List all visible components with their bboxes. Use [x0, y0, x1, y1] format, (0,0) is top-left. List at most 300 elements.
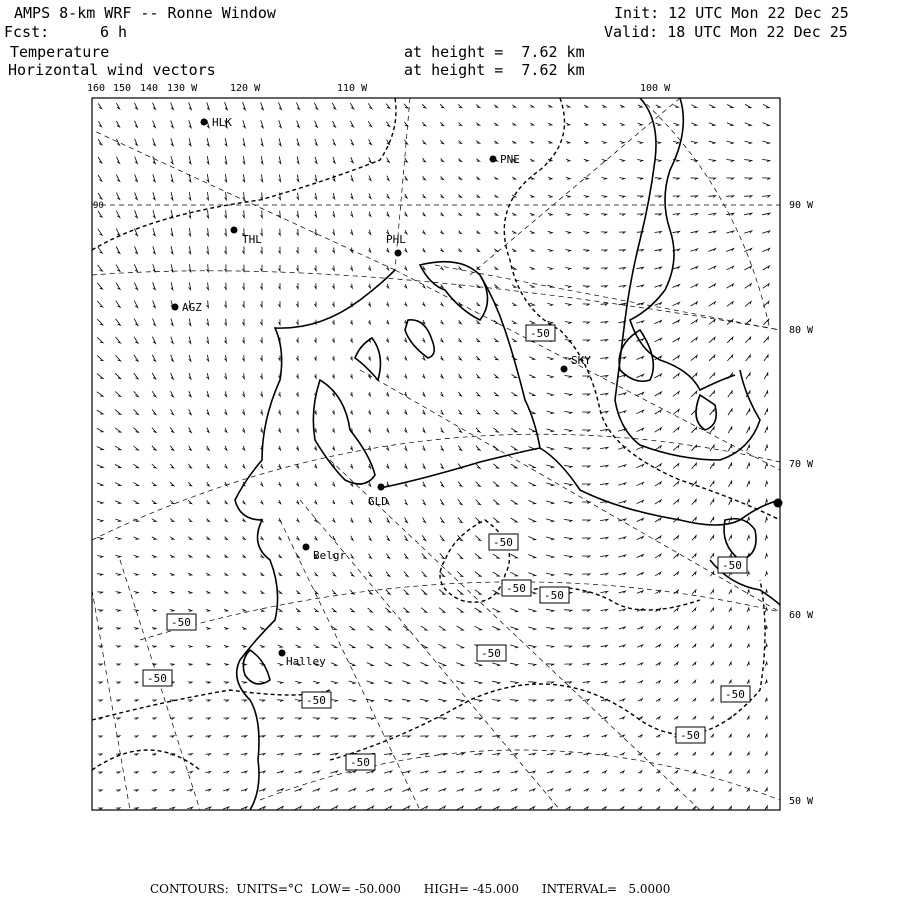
wind-arrow	[384, 789, 391, 792]
wind-arrow	[601, 699, 607, 701]
wind-arrow	[351, 536, 354, 540]
wind-arrow	[620, 141, 625, 143]
wind-arrow	[243, 537, 246, 540]
wind-arrow	[745, 302, 751, 307]
wind-arrow	[350, 464, 352, 468]
wind-arrow	[152, 446, 156, 450]
contour-ne	[504, 98, 780, 520]
wind-arrow	[314, 356, 316, 360]
wind-arrow	[386, 608, 391, 612]
wind-arrow	[457, 789, 464, 792]
wind-arrow	[420, 681, 427, 684]
grid-line-60w	[140, 582, 780, 640]
wind-arrow	[602, 178, 607, 180]
wind-arrow	[116, 790, 120, 792]
wind-arrow	[314, 103, 317, 110]
wind-arrow	[152, 646, 156, 648]
wind-arrow	[493, 771, 500, 773]
wind-arrow	[458, 499, 462, 504]
wind-arrow	[134, 464, 139, 468]
wind-arrow	[116, 283, 120, 290]
wind-arrow	[116, 808, 120, 810]
wind-arrow	[134, 319, 138, 326]
wind-arrow	[674, 626, 678, 629]
wind-arrow	[529, 500, 536, 504]
wind-arrow	[530, 195, 534, 197]
wind-arrow	[708, 178, 715, 180]
wind-arrow	[441, 176, 444, 179]
wind-arrow	[440, 517, 444, 522]
wind-arrow	[709, 123, 715, 126]
wind-arrow	[512, 374, 517, 377]
wind-arrow	[241, 789, 247, 791]
wind-arrow	[458, 428, 461, 433]
wind-arrow	[638, 699, 643, 702]
wind-arrow	[708, 266, 715, 269]
wind-arrow	[548, 123, 552, 125]
wind-arrow	[243, 392, 245, 397]
wind-arrow	[386, 338, 388, 342]
wind-arrow	[98, 790, 102, 792]
wind-arrow	[97, 447, 103, 450]
wind-arrow	[673, 196, 680, 198]
wind-arrow	[243, 120, 245, 128]
wind-arrow	[261, 428, 263, 432]
wind-arrow	[711, 608, 714, 612]
wind-arrow	[225, 537, 228, 540]
wind-arrow	[349, 681, 356, 684]
wind-arrow	[333, 121, 336, 127]
wind-arrow	[368, 121, 371, 126]
wind-arrow	[459, 338, 462, 342]
wind-arrow	[583, 717, 589, 719]
wind-arrow	[492, 700, 500, 702]
wind-arrow	[207, 519, 210, 522]
wind-arrow	[475, 518, 480, 523]
wind-arrow	[242, 446, 244, 450]
contour-label: -50	[530, 327, 550, 340]
wind-arrow	[582, 484, 590, 486]
wind-arrow	[492, 681, 500, 684]
wind-arrow	[279, 247, 281, 253]
wind-arrow	[170, 428, 173, 433]
wind-arrow	[225, 410, 227, 415]
wind-arrow	[529, 771, 535, 773]
wind-arrow	[474, 681, 482, 684]
wind-arrow	[189, 355, 191, 361]
wind-arrow	[638, 771, 642, 774]
wind-arrow	[241, 718, 246, 720]
wind-arrow	[403, 608, 408, 613]
wind-arrow	[476, 446, 480, 451]
wind-arrow	[727, 355, 732, 361]
wind-arrow	[134, 736, 138, 738]
wind-arrow	[386, 464, 388, 468]
wind-arrow	[566, 177, 570, 179]
wind-arrow	[420, 789, 427, 792]
wind-arrow	[97, 337, 103, 342]
wind-arrow	[134, 772, 138, 774]
wind-arrow	[243, 500, 246, 504]
wind-arrow	[259, 700, 264, 702]
wind-arrow	[765, 806, 768, 810]
station-dot-edge	[774, 499, 783, 508]
wind-arrow	[441, 428, 444, 433]
wind-arrow	[116, 700, 120, 702]
wind-arrow	[368, 608, 373, 612]
wind-arrow	[564, 394, 571, 396]
wind-arrow	[189, 210, 191, 218]
wind-arrow	[602, 159, 607, 161]
wind-arrow	[405, 464, 407, 469]
wind-arrow	[762, 248, 769, 251]
wind-arrow	[711, 662, 714, 666]
wind-arrow	[422, 338, 424, 342]
wind-arrow	[744, 213, 752, 215]
wind-arrow	[600, 537, 608, 539]
wind-arrow	[529, 736, 536, 738]
wind-arrow	[547, 303, 552, 305]
wind-arrow	[368, 392, 370, 396]
wind-arrow	[171, 319, 173, 326]
wind-arrow	[331, 645, 336, 648]
wind-arrow	[421, 590, 426, 595]
wind-arrow	[637, 518, 644, 521]
wind-arrow	[402, 771, 410, 773]
wind-arrow	[331, 681, 337, 684]
wind-arrow	[351, 500, 353, 504]
wind-arrow	[404, 428, 406, 432]
wind-arrow	[422, 535, 426, 540]
wind-arrow	[313, 789, 320, 792]
wind-arrow	[295, 771, 302, 773]
wind-arrow	[261, 156, 263, 164]
wind-arrow	[349, 644, 355, 647]
wind-arrow	[350, 121, 353, 127]
wind-arrow	[207, 482, 210, 486]
wind-arrow	[530, 213, 534, 215]
wind-arrow	[726, 213, 734, 215]
wind-arrow	[547, 411, 554, 414]
wind-arrow	[188, 646, 192, 648]
wind-arrow	[297, 265, 299, 271]
wind-arrow	[602, 753, 607, 755]
wind-arrow	[512, 123, 515, 125]
wind-arrow	[189, 102, 192, 109]
wind-arrow	[764, 337, 769, 343]
wind-arrow	[477, 231, 480, 234]
wind-arrow	[510, 572, 517, 576]
wind-arrow	[744, 196, 752, 198]
wind-arrow	[279, 156, 281, 163]
wind-arrow	[620, 753, 624, 756]
wind-arrow	[656, 735, 660, 738]
station-label-thl: THL	[242, 233, 262, 246]
wind-arrow	[386, 266, 388, 270]
wind-arrow	[404, 356, 406, 360]
coast-ice-rise	[480, 275, 540, 448]
wind-arrow	[332, 482, 334, 486]
wind-arrow	[456, 718, 464, 720]
wind-arrow	[548, 231, 553, 233]
wind-arrow	[223, 771, 228, 773]
wind-arrow	[405, 158, 408, 162]
wind-arrow	[115, 410, 121, 415]
wind-arrow	[601, 214, 606, 216]
wind-arrow	[494, 410, 499, 414]
wind-arrow	[153, 300, 156, 307]
wind-arrow	[529, 429, 535, 432]
wind-arrow	[242, 609, 246, 611]
wind-arrow	[242, 518, 245, 521]
wind-arrow	[97, 392, 103, 396]
wind-arrow	[225, 391, 227, 396]
wind-arrow	[583, 322, 590, 324]
wind-arrow	[747, 499, 750, 504]
wind-arrow	[115, 483, 121, 486]
wind-arrow	[98, 157, 102, 163]
wind-arrow	[315, 193, 317, 199]
station-dot-belgr	[303, 544, 310, 551]
wind-arrow	[170, 573, 174, 575]
wind-arrow	[512, 249, 516, 251]
wind-arrow	[565, 286, 571, 288]
wind-arrow	[637, 536, 644, 539]
wind-arrow	[206, 627, 210, 629]
wind-arrow	[187, 807, 192, 809]
wind-arrow	[619, 699, 624, 701]
wind-arrow	[171, 156, 173, 164]
wind-arrow	[528, 573, 535, 576]
wind-arrow	[618, 411, 626, 413]
wind-arrow	[97, 355, 103, 360]
wind-arrow	[153, 228, 155, 236]
wind-arrow	[188, 482, 191, 486]
meridian-h	[470, 98, 680, 275]
wind-arrow	[207, 138, 209, 146]
wind-arrow	[600, 555, 608, 557]
wind-arrow	[440, 482, 443, 487]
wind-arrow	[153, 138, 156, 145]
wind-arrow	[656, 105, 661, 107]
wind-arrow	[745, 284, 752, 289]
wind-arrow	[404, 284, 406, 288]
wind-arrow	[564, 610, 572, 612]
wind-arrow	[98, 664, 102, 666]
wind-arrow	[745, 141, 752, 144]
wind-arrow	[547, 718, 554, 720]
wind-arrow	[242, 645, 246, 647]
wind-arrow	[386, 554, 389, 559]
wind-arrow	[423, 194, 426, 198]
wind-arrow	[693, 753, 696, 756]
wind-arrow	[171, 391, 174, 397]
wind-arrow	[368, 428, 370, 432]
wind-arrow	[368, 410, 370, 414]
wind-arrow	[475, 554, 481, 559]
wind-arrow	[530, 285, 535, 287]
wind-arrow	[691, 178, 698, 180]
wind-arrow	[404, 104, 408, 108]
wind-arrow	[494, 231, 497, 233]
wind-arrow	[512, 339, 517, 342]
wind-arrow	[673, 302, 680, 305]
wind-arrow	[637, 482, 644, 485]
wind-arrow	[457, 590, 463, 595]
wind-arrow	[366, 771, 374, 773]
station-dot-sky	[561, 366, 568, 373]
wind-arrow	[278, 446, 280, 450]
wind-arrow	[368, 103, 372, 108]
wind-arrow	[405, 176, 408, 180]
wind-arrow	[278, 500, 281, 504]
wind-arrow	[277, 736, 283, 738]
wind-arrow	[351, 266, 353, 271]
wind-arrow	[655, 572, 661, 576]
wind-arrow	[692, 717, 695, 720]
wind-arrow	[170, 790, 175, 792]
wind-arrow	[729, 770, 732, 773]
wind-arrow	[297, 175, 299, 182]
wind-arrow	[458, 482, 462, 487]
wind-arrow	[459, 374, 462, 378]
wind-arrow	[404, 266, 406, 270]
wind-arrow	[422, 122, 425, 126]
wind-arrow	[656, 123, 661, 126]
wind-arrow	[207, 355, 209, 361]
wind-arrow	[691, 302, 698, 306]
wind-arrow	[261, 102, 264, 109]
wind-arrow	[115, 392, 121, 397]
wind-arrow	[279, 410, 281, 414]
wind-arrow	[387, 194, 390, 198]
wind-arrow	[207, 373, 209, 379]
wind-arrow	[765, 626, 767, 630]
wind-arrow	[402, 736, 410, 738]
wind-arrow	[153, 246, 155, 254]
wind-arrow	[691, 427, 696, 433]
wind-arrow	[692, 680, 695, 683]
wind-arrow	[152, 409, 156, 414]
wind-arrow	[564, 412, 571, 414]
wind-arrow	[152, 519, 156, 522]
wind-arrow	[98, 808, 102, 810]
wind-arrow	[261, 283, 263, 289]
wind-arrow	[188, 500, 191, 503]
wind-arrow	[134, 391, 139, 396]
wind-arrow	[386, 302, 388, 306]
contour-label: -50	[350, 756, 370, 769]
contour-label: -50	[306, 694, 326, 707]
wind-arrow	[315, 211, 317, 217]
wind-arrow	[747, 680, 749, 684]
wind-arrow	[529, 482, 536, 486]
contour-label: -50	[680, 729, 700, 742]
wind-arrow	[620, 717, 625, 719]
wind-arrow	[296, 482, 298, 486]
wind-arrow	[116, 682, 120, 684]
wind-arrow	[152, 772, 156, 774]
wind-arrow	[332, 338, 334, 342]
wind-arrow	[278, 627, 282, 630]
station-dot-pne	[490, 156, 497, 163]
wind-arrow	[367, 644, 373, 648]
coast-peninsula-east	[630, 98, 735, 390]
wind-arrow	[206, 664, 210, 666]
wind-arrow	[98, 682, 102, 684]
wind-arrow	[638, 105, 642, 107]
wind-arrow	[97, 556, 103, 558]
wind-arrow	[279, 573, 282, 576]
wind-arrow	[459, 356, 462, 360]
wind-arrow	[386, 590, 390, 595]
wind-arrow	[134, 573, 139, 575]
wind-arrow	[296, 627, 300, 630]
wind-arrow	[655, 410, 662, 414]
wind-arrow	[674, 753, 677, 756]
wind-arrow	[207, 246, 209, 254]
wind-arrow	[259, 771, 265, 773]
station-label-halley: Halley	[286, 655, 326, 668]
wind-arrow	[548, 105, 551, 107]
wind-arrow	[423, 428, 425, 433]
wind-arrow	[225, 192, 227, 200]
wind-arrow	[582, 574, 590, 576]
wind-arrow	[729, 752, 731, 755]
wind-arrow	[441, 320, 444, 324]
wind-arrow	[170, 772, 175, 774]
wind-arrow	[729, 590, 732, 594]
wind-arrow	[458, 446, 461, 451]
wind-arrow	[422, 517, 425, 522]
wind-arrow	[546, 483, 553, 486]
wind-arrow	[207, 391, 209, 397]
wind-arrow	[762, 178, 770, 180]
wind-arrow	[115, 355, 120, 361]
wind-arrow	[494, 213, 497, 215]
wind-arrow	[134, 537, 139, 540]
wind-arrow	[333, 193, 335, 199]
wind-arrow	[619, 178, 624, 180]
wind-arrow	[404, 374, 406, 378]
wind-arrow	[440, 499, 443, 504]
wind-arrow	[206, 700, 210, 702]
wind-arrow	[710, 536, 713, 541]
wind-arrow	[405, 518, 408, 523]
wind-arrow	[295, 806, 302, 809]
wind-arrow	[476, 302, 479, 305]
wind-arrow	[206, 537, 209, 540]
wind-arrow	[366, 718, 374, 720]
wind-arrow	[351, 554, 354, 558]
wind-arrow	[692, 626, 696, 630]
wind-arrow	[476, 374, 479, 378]
wind-arrow	[673, 482, 678, 487]
wind-arrow	[765, 409, 768, 415]
wind-arrow	[618, 483, 626, 485]
wind-arrow	[692, 608, 696, 612]
wind-arrow	[225, 156, 227, 164]
wind-arrow	[277, 789, 283, 792]
wind-arrow	[170, 646, 174, 648]
wind-arrow	[566, 141, 570, 143]
wind-arrow	[261, 555, 264, 558]
wind-arrow	[261, 174, 263, 181]
wind-arrow	[530, 159, 534, 161]
wind-arrow	[386, 284, 388, 288]
meridian-e	[300, 500, 560, 810]
wind-arrow	[765, 680, 767, 684]
